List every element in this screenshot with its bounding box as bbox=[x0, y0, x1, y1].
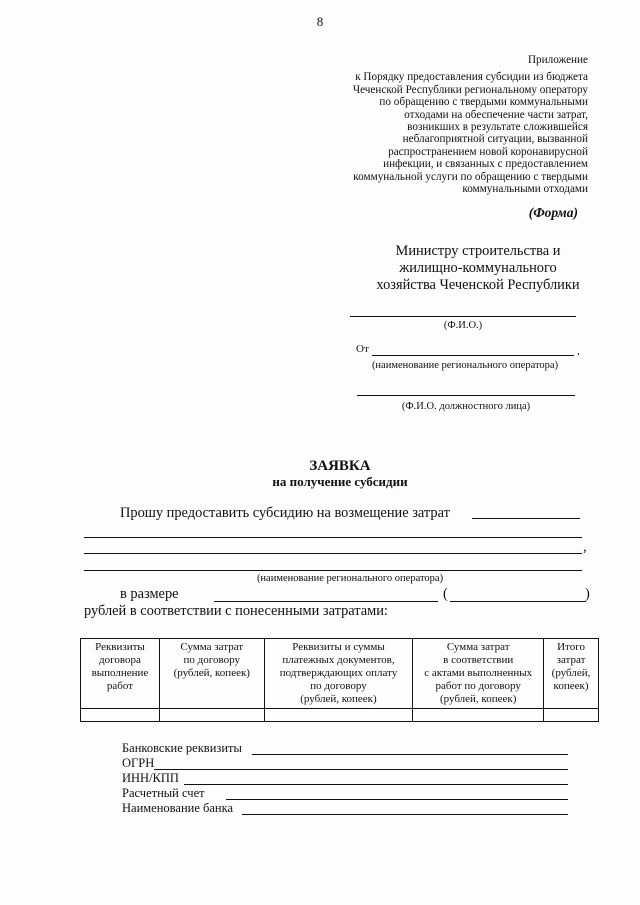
header-cell: Реквизиты и суммы платежных документов, подтверждающих оплату по договору (рублей, копеек) bbox=[264, 639, 413, 709]
appendix-line: возникших в результате сложившейся bbox=[407, 121, 588, 134]
appendix-line: неблагоприятной ситуации, вызванной bbox=[402, 133, 588, 146]
appendix-line: отходами на обеспечение части затрат, bbox=[404, 108, 588, 121]
fio-line[interactable] bbox=[350, 316, 576, 317]
appendix-line: к Порядку предоставления субсидии из бюджета bbox=[355, 71, 588, 84]
ogrn-label: ОГРН bbox=[122, 756, 155, 770]
appendix-title: Приложение bbox=[527, 54, 588, 66]
amount-words-line[interactable] bbox=[450, 601, 586, 602]
operator-caption: (наименование регионального оператора) bbox=[371, 360, 559, 371]
fio-caption: (Ф.И.О.) bbox=[443, 320, 483, 331]
bank-name-label: Наименование банка bbox=[122, 801, 234, 815]
header-cell: Сумма затрат в соответствии с актами выполненных работ по договору (рублей, копеек) bbox=[413, 639, 544, 709]
table-cell[interactable] bbox=[413, 709, 544, 722]
request-text: Прошу предоставить субсидию на возмещение затрат bbox=[120, 505, 450, 521]
table-cell[interactable] bbox=[544, 709, 599, 722]
addressee bbox=[358, 243, 598, 294]
appendix-line: коммунальными отходами bbox=[462, 183, 588, 196]
request-line[interactable] bbox=[84, 537, 582, 538]
rubles-text: рублей в соответствии с понесенными затратами: bbox=[84, 603, 388, 619]
form-mark: (Форма) bbox=[528, 205, 578, 220]
bank-details-line[interactable] bbox=[252, 754, 568, 755]
account-line[interactable] bbox=[226, 799, 568, 800]
table-header-row bbox=[81, 639, 599, 709]
appendix-line: по обращению с твердыми коммунальными bbox=[379, 96, 588, 109]
table-row[interactable] bbox=[81, 709, 599, 722]
appendix-block bbox=[288, 54, 588, 195]
amount-line[interactable] bbox=[214, 601, 438, 602]
addressee-line: жилищно-коммунального bbox=[399, 260, 557, 276]
operator-caption: (наименование регионального оператора) bbox=[256, 573, 444, 584]
official-line[interactable] bbox=[357, 395, 575, 396]
document-subtitle: на получение субсидии bbox=[272, 474, 408, 489]
header-cell: Реквизиты договора выполнение работ bbox=[81, 639, 160, 709]
line-comma: , bbox=[583, 539, 587, 555]
appendix-line: коммунальной услуги по обращению с твердыми bbox=[353, 170, 588, 183]
from-label: От bbox=[356, 343, 369, 355]
subsidy-table bbox=[80, 638, 599, 722]
bank-details-label: Банковские реквизиты bbox=[122, 741, 242, 755]
table-cell[interactable] bbox=[81, 709, 160, 722]
bank-name-line[interactable] bbox=[242, 814, 568, 815]
appendix-line: распространением новой коронавирусной bbox=[388, 145, 588, 158]
from-line[interactable] bbox=[372, 355, 574, 356]
table-cell[interactable] bbox=[159, 709, 264, 722]
document-title: ЗАЯВКА bbox=[309, 458, 371, 474]
table-cell[interactable] bbox=[264, 709, 413, 722]
appendix-line: инфекции, и связанных с предоставлением bbox=[383, 158, 588, 171]
account-label: Расчетный счет bbox=[122, 786, 205, 800]
page-number: 8 bbox=[316, 14, 324, 29]
header-cell: Итого затрат (рублей, копеек) bbox=[544, 639, 599, 709]
paren-open: ( bbox=[443, 586, 448, 602]
ogrn-line[interactable] bbox=[154, 769, 568, 770]
request-line[interactable] bbox=[472, 518, 580, 519]
inn-kpp-label: ИНН/КПП bbox=[122, 771, 179, 785]
request-line[interactable] bbox=[84, 570, 582, 571]
addressee-line: хозяйства Чеченской Республики bbox=[376, 277, 580, 293]
header-cell: Сумма затрат по договору (рублей, копеек) bbox=[159, 639, 264, 709]
addressee-line: Министру строительства и bbox=[395, 243, 561, 259]
request-line[interactable] bbox=[84, 553, 582, 554]
official-caption: (Ф.И.О. должностного лица) bbox=[401, 401, 531, 412]
appendix-line: Чеченской Республики региональному оператору bbox=[352, 83, 588, 96]
paren-close: ) bbox=[585, 586, 590, 602]
from-comma: , bbox=[577, 345, 580, 357]
inn-kpp-line[interactable] bbox=[184, 784, 568, 785]
amount-label: в размере bbox=[120, 586, 179, 602]
